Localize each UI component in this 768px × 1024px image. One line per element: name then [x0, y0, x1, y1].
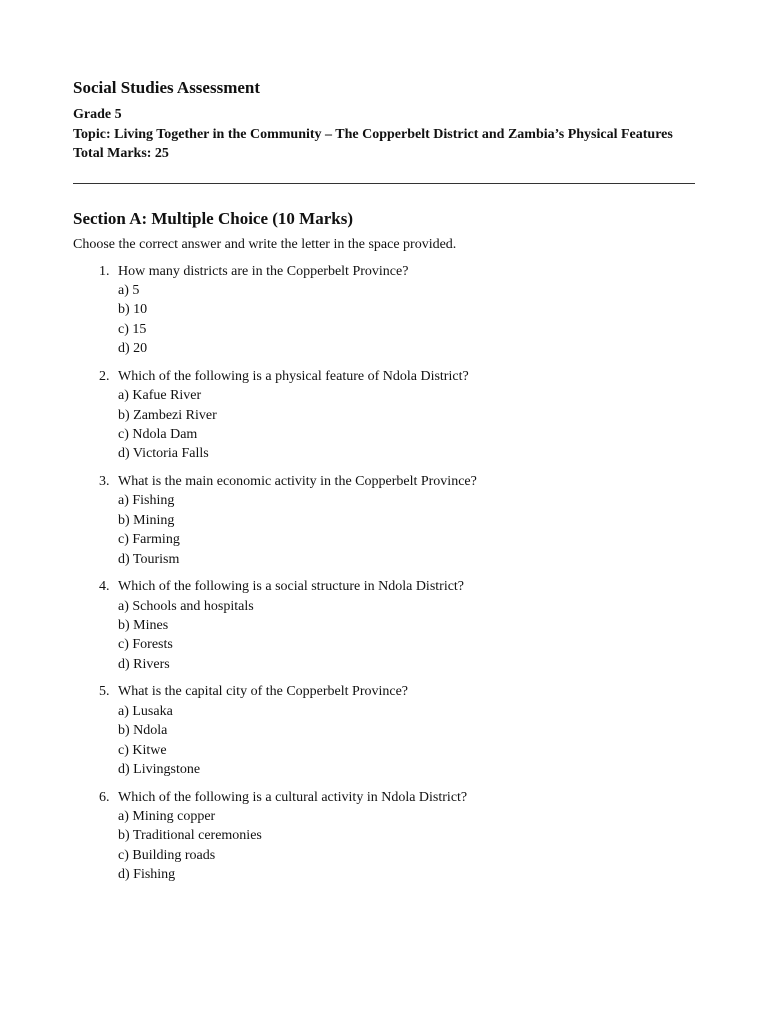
question-item [73, 682, 695, 779]
answer-option: d) Victoria Falls [118, 446, 209, 462]
document-title: Social Studies Assessment [73, 78, 261, 97]
answer-option: b) Zambezi River [118, 407, 217, 423]
answer-option: b) 10 [118, 302, 148, 318]
answer-option: c) Building roads [118, 847, 216, 863]
answer-option: d) Livingstone [118, 762, 201, 777]
answer-option: b) Traditional ceremonies [118, 828, 262, 844]
question-number: 4. [99, 579, 110, 595]
question-text: Which of the following is a social structure in Ndola District? [118, 579, 465, 595]
question-text: What is the capital city of the Copperbelt Province? [118, 684, 409, 700]
total-marks-label: Total Marks: 25 [73, 146, 169, 161]
question-text: Which of the following is a cultural activity in Ndola District? [118, 789, 468, 805]
answer-option: c) Ndola Dam [118, 426, 198, 442]
question-item [73, 472, 695, 569]
question-number: 6. [99, 789, 110, 805]
answer-option: a) Kafue River [118, 388, 202, 404]
answer-option: b) Ndola [118, 723, 168, 739]
question-list [73, 262, 695, 885]
question-text: How many districts are in the Copperbelt Province? [118, 263, 409, 279]
answer-option: b) Mining [118, 512, 175, 528]
topic-label: Topic: Living Together in the Community – The Copperbelt District and Zambia’s Physical Features [73, 126, 673, 142]
answer-option: c) 15 [118, 321, 147, 337]
answer-option: d) Rivers [118, 656, 170, 672]
question-text: What is the main economic activity in the Copperbelt Province? [118, 473, 477, 489]
document-meta [73, 105, 695, 164]
answer-option: a) Fishing [118, 493, 175, 509]
question-item [73, 577, 695, 674]
answer-option: a) Lusaka [118, 703, 173, 719]
answer-option: d) 20 [118, 341, 148, 357]
section-a-title: Section A: Multiple Choice (10 Marks) [73, 208, 353, 228]
answer-option: c) Kitwe [118, 742, 167, 758]
question-text: Which of the following is a physical feature of Ndola District? [118, 368, 469, 384]
answer-option: a) 5 [118, 282, 140, 298]
question-number: 5. [99, 684, 110, 700]
answer-option: d) Tourism [118, 551, 180, 567]
answer-option: d) Fishing [118, 867, 176, 883]
question-item [73, 367, 695, 464]
answer-option: a) Mining copper [118, 809, 216, 824]
question-item [73, 262, 695, 359]
section-a-instructions: Choose the correct answer and write the letter in the space provided. [73, 236, 457, 252]
question-number: 3. [99, 473, 110, 489]
question-number: 2. [99, 368, 110, 384]
horizontal-divider [73, 183, 695, 184]
answer-option: c) Farming [118, 532, 180, 548]
answer-option: c) Forests [118, 637, 173, 653]
question-item [73, 788, 695, 885]
document-page [73, 78, 695, 893]
answer-option: b) Mines [118, 617, 169, 633]
answer-option: a) Schools and hospitals [118, 598, 254, 614]
question-number: 1. [99, 263, 110, 279]
grade-label: Grade 5 [73, 107, 122, 122]
